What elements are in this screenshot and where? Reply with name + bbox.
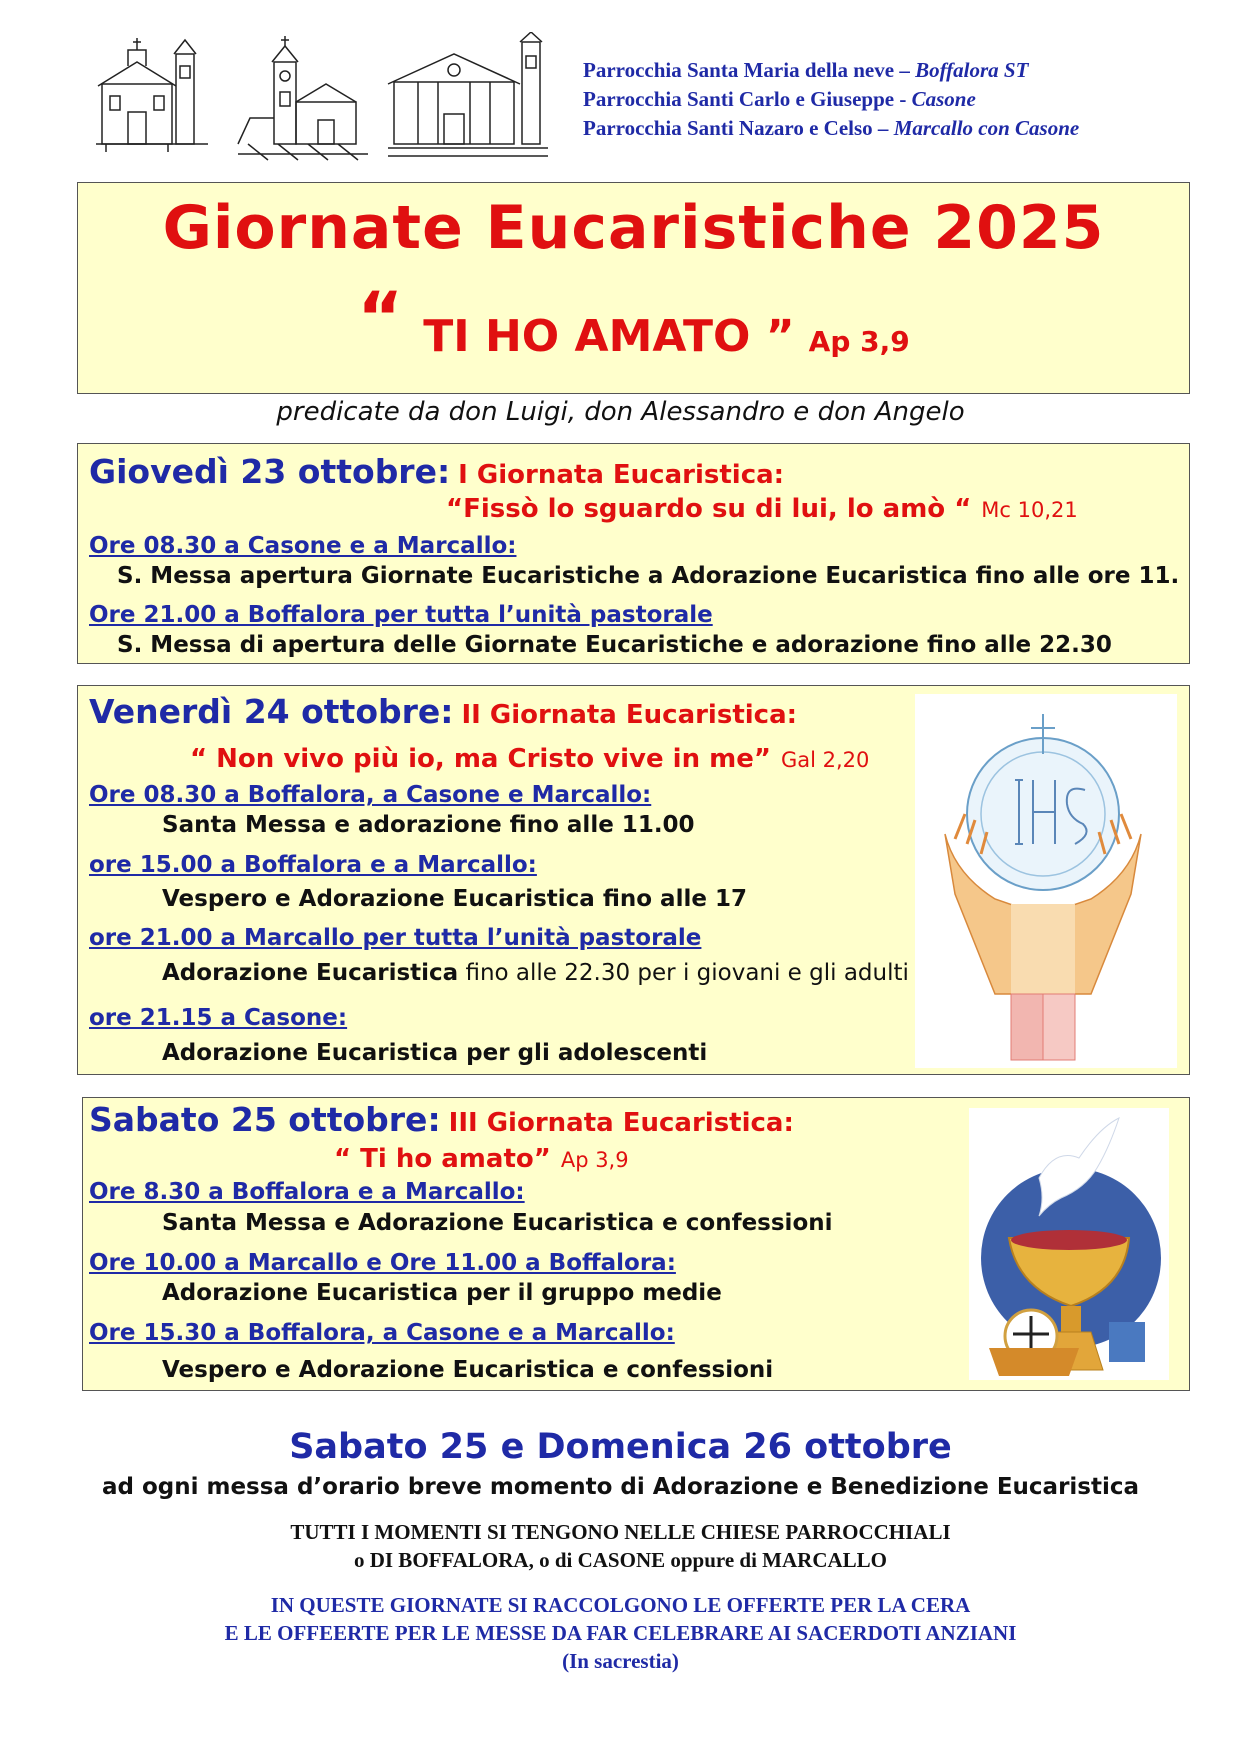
preachers-line: predicate da don Luigi, don Alessandro e don Angelo	[276, 397, 965, 427]
hands-host-illustration	[915, 694, 1177, 1068]
page-title: Giornate Eucaristiche 2025	[162, 193, 1105, 263]
day-heading	[89, 1100, 794, 1139]
church-casone-icon	[238, 36, 368, 160]
location-note	[0, 1518, 1241, 1574]
day-date: Giovedì 23 ottobre:	[89, 452, 451, 491]
day-motto: “ Ti ho amato” Ap 3,9	[334, 1144, 629, 1174]
day-name: III Giornata Eucaristica:	[448, 1108, 794, 1138]
day-name: I Giornata Eucaristica:	[458, 460, 785, 490]
motto-text: TI HO AMATO ”	[423, 311, 795, 362]
day-name: II Giornata Eucaristica:	[461, 700, 798, 730]
event-time: ore 21.00 a Marcallo per tutta l’unità pastorale	[89, 925, 702, 951]
open-quote: “	[357, 277, 404, 359]
parish-line: Parrocchia Santa Maria della neve – Boffalora ST	[583, 58, 1029, 82]
event-description: Adorazione Eucaristica fino alle 22.30 per i giovani e gli adulti	[162, 960, 909, 986]
event-time: Ore 21.00 a Boffalora per tutta l’unità pastorale	[89, 602, 713, 628]
offering-note	[0, 1591, 1241, 1675]
event-time: Ore 8.30 a Boffalora e a Marcallo:	[89, 1179, 525, 1205]
weekend-subtitle: ad ogni messa d’orario breve momento di Adorazione e Benedizione Eucaristica	[101, 1474, 1140, 1500]
church-boffalora-icon	[96, 38, 208, 152]
event-description: S. Messa di apertura delle Giornate Eucaristiche e adorazione fino alle 22.30	[117, 632, 1112, 658]
churches-illustration	[88, 32, 558, 162]
day-heading	[89, 692, 797, 731]
event-time: ore 15.00 a Boffalora e a Marcallo:	[89, 852, 537, 878]
event-description: Adorazione Eucaristica per il gruppo medie	[162, 1280, 722, 1306]
chalice-dove-illustration	[969, 1108, 1169, 1380]
motto-reference: Gal 2,20	[780, 748, 870, 772]
title-motto	[78, 277, 1189, 367]
note-line: IN QUESTE GIORNATE SI RACCOLGONO LE OFFERTE PER LA CERA	[270, 1593, 971, 1617]
parish-line: Parrocchia Santi Carlo e Giuseppe - Casone	[583, 87, 976, 111]
note-line: o DI BOFFALORA, o di CASONE oppure di MARCALLO	[353, 1548, 888, 1572]
event-description: S. Messa apertura Giornate Eucaristiche a Adorazione Eucaristica fino alle ore 11.	[117, 563, 1180, 589]
event-description: Santa Messa e adorazione fino alle 11.00	[162, 812, 695, 838]
event-description: Adorazione Eucaristica per gli adolescenti	[162, 1040, 708, 1066]
note-line: TUTTI I MOMENTI SI TENGONO NELLE CHIESE PARROCCHIALI	[290, 1520, 951, 1544]
day-date: Sabato 25 ottobre:	[89, 1100, 441, 1139]
church-marcallo-icon	[388, 32, 548, 156]
motto-reference: Ap 3,9	[808, 325, 910, 358]
event-time: Ore 15.30 a Boffalora, a Casone e a Marcallo:	[89, 1320, 675, 1346]
note-line: E LE OFFEERTE PER LE MESSE DA FAR CELEBRARE AI SACERDOTI ANZIANI	[224, 1621, 1017, 1645]
parish-list	[583, 56, 1079, 143]
event-time: Ore 08.30 a Boffalora, a Casone e Marcallo:	[89, 782, 652, 808]
parish-line: Parrocchia Santi Nazaro e Celso – Marcallo con Casone	[583, 116, 1080, 140]
title-box	[77, 182, 1190, 394]
day-motto: “ Non vivo più io, ma Cristo vive in me” Gal 2,20	[190, 744, 870, 774]
event-time: Ore 08.30 a Casone e a Marcallo:	[89, 533, 517, 559]
day-motto: “Fissò lo sguardo su di lui, lo amò “ Mc 10,21	[446, 494, 1078, 524]
motto-reference: Ap 3,9	[560, 1148, 629, 1172]
event-time: ore 21.15 a Casone:	[89, 1005, 348, 1031]
day-heading	[89, 452, 784, 491]
weekend-title: Sabato 25 e Domenica 26 ottobre	[289, 1427, 952, 1467]
event-description: Vespero e Adorazione Eucaristica e confessioni	[162, 1357, 774, 1383]
note-line: (In sacrestia)	[562, 1649, 679, 1673]
event-time: Ore 10.00 a Marcallo e Ore 11.00 a Boffalora:	[89, 1250, 676, 1276]
motto-reference: Mc 10,21	[981, 498, 1078, 522]
day-date: Venerdì 24 ottobre:	[89, 692, 454, 731]
event-description: Santa Messa e Adorazione Eucaristica e confessioni	[162, 1210, 833, 1236]
event-description: Vespero e Adorazione Eucaristica fino alle 17	[162, 886, 747, 912]
